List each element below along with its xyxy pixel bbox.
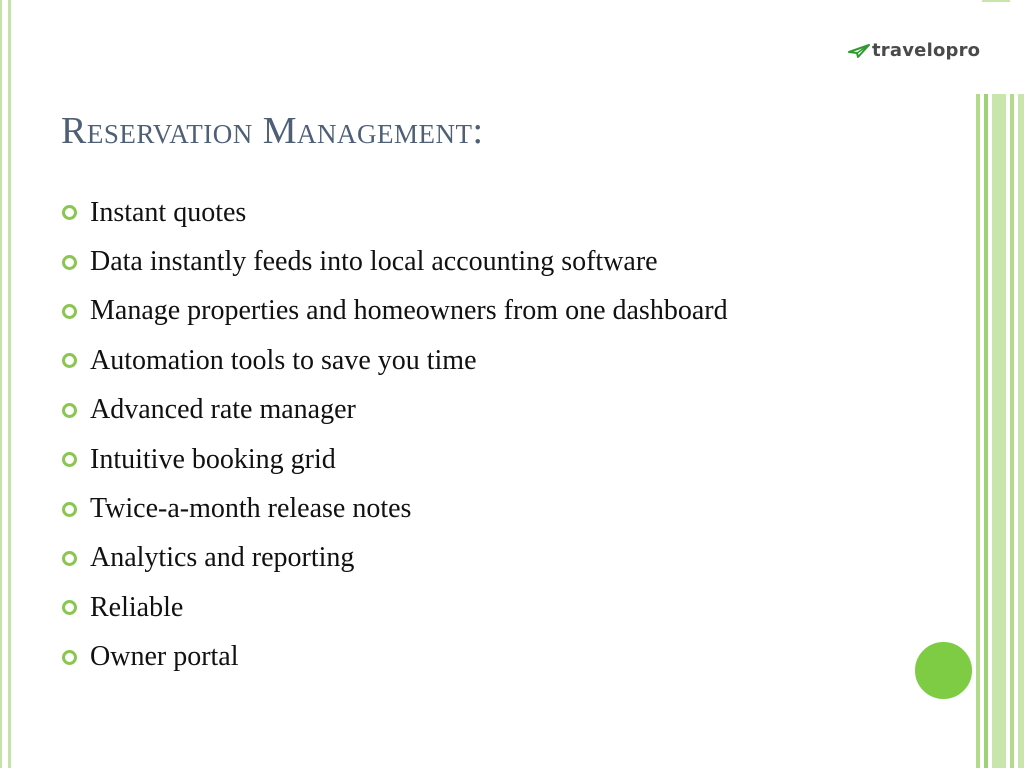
green-circle-decoration	[913, 640, 974, 701]
bullet-circle-icon	[62, 304, 77, 319]
bullet-circle-icon	[62, 551, 77, 566]
bullet-circle-icon	[62, 353, 77, 368]
bullet-circle-icon	[62, 205, 77, 220]
list-item	[62, 237, 728, 286]
bullet-circle-icon	[62, 600, 77, 615]
bullet-circle-icon	[62, 502, 77, 517]
paper-plane-icon	[848, 43, 870, 59]
bullet-circle-icon	[62, 255, 77, 270]
top-decoration	[982, 0, 1010, 2]
list-item-text: Intuitive booking grid	[90, 443, 336, 475]
left-border-line	[8, 0, 11, 768]
bullet-circle-icon	[62, 403, 77, 418]
list-item-text: Automation tools to save you time	[90, 344, 477, 376]
list-item-text: Reliable	[90, 591, 184, 623]
logo-text: travelopro	[872, 40, 981, 61]
right-stripes-decoration	[976, 94, 1024, 768]
bullet-list	[62, 188, 728, 682]
list-item	[62, 435, 728, 484]
list-item	[62, 188, 728, 237]
list-item-text: Instant quotes	[90, 196, 247, 228]
list-item-text: Twice-a-month release notes	[90, 493, 412, 525]
list-item-text: Analytics and reporting	[90, 542, 355, 574]
bullet-circle-icon	[62, 452, 77, 467]
list-item	[62, 633, 728, 682]
bullet-circle-icon	[62, 650, 77, 665]
list-item-text: Advanced rate manager	[90, 394, 356, 426]
left-border-line	[0, 0, 2, 768]
list-item	[62, 287, 728, 336]
list-item-text: Manage properties and homeowners from one dashboard	[90, 295, 728, 327]
list-item	[62, 534, 728, 583]
travelopro-logo	[848, 40, 980, 61]
list-item-text: Owner portal	[90, 641, 239, 673]
list-item	[62, 583, 728, 632]
slide-title: Reservation Management:	[61, 110, 484, 152]
list-item	[62, 336, 728, 385]
list-item-text: Data instantly feeds into local accounting software	[90, 246, 658, 278]
list-item	[62, 386, 728, 435]
list-item	[62, 484, 728, 533]
